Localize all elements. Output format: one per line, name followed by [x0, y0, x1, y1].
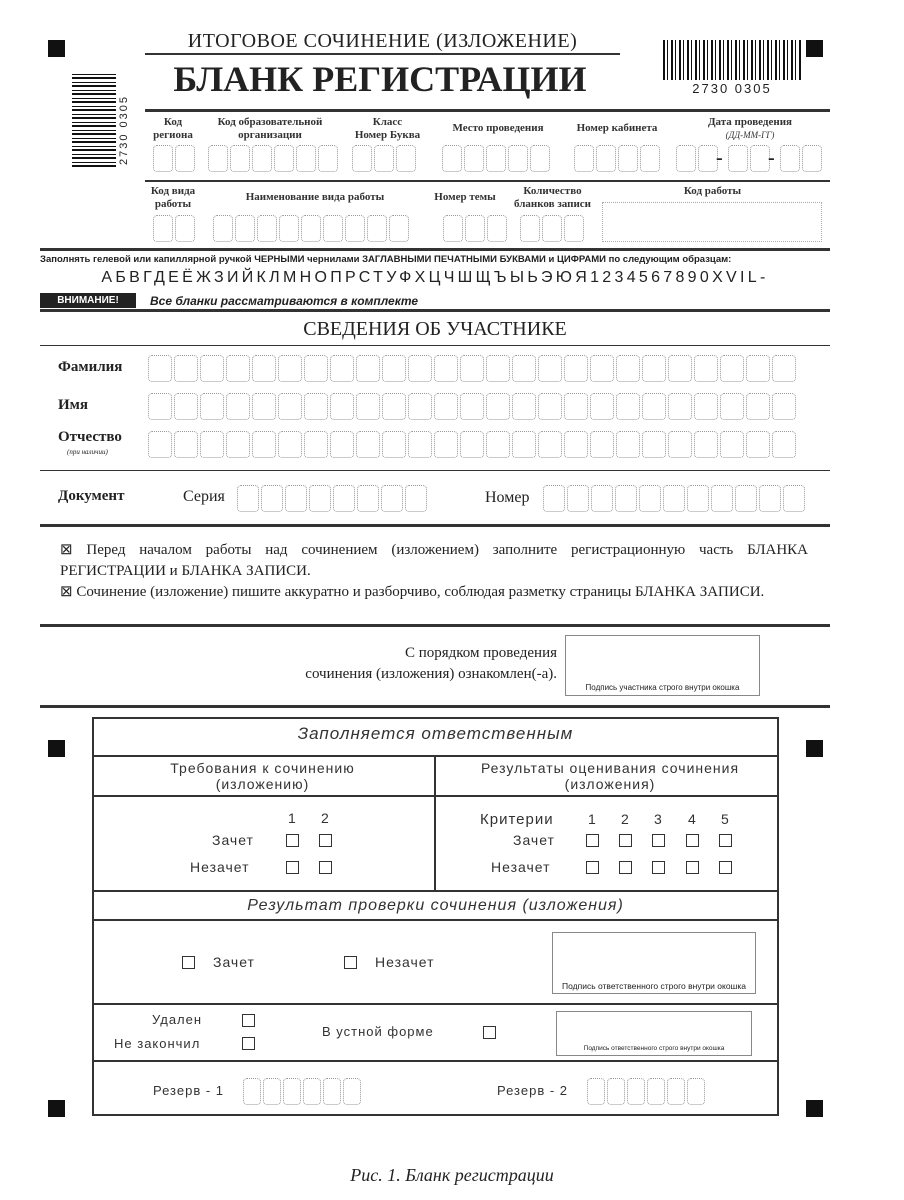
criterion-2-fail-checkbox[interactable]	[619, 861, 632, 874]
note-2: ⊠ Сочинение (изложение) пишите аккуратно и разборчиво, соблюдая разметку страницы БЛАНКА ЗАПИСИ.	[60, 584, 765, 600]
character-cell[interactable]	[616, 431, 640, 458]
character-cell[interactable]	[647, 1078, 665, 1105]
corner-marker	[806, 740, 823, 757]
divider	[145, 109, 830, 112]
divider	[92, 890, 779, 892]
corner-marker	[806, 1100, 823, 1117]
character-cell[interactable]	[486, 145, 506, 172]
character-cell[interactable]	[434, 355, 458, 382]
character-cell[interactable]	[174, 355, 198, 382]
corner-marker	[48, 1100, 65, 1117]
req-1-fail-checkbox[interactable]	[286, 861, 299, 874]
character-cell[interactable]	[252, 355, 276, 382]
result-fail-checkbox[interactable]	[344, 956, 357, 969]
character-cell[interactable]	[304, 393, 328, 420]
character-cell[interactable]	[464, 145, 484, 172]
responsible-signature-box[interactable]	[552, 932, 756, 994]
character-cell[interactable]	[405, 485, 427, 512]
character-cell[interactable]	[330, 393, 354, 420]
character-cell[interactable]	[508, 145, 528, 172]
label-venue: Место проведения	[452, 122, 544, 134]
character-cell[interactable]	[590, 393, 614, 420]
character-cell[interactable]	[512, 393, 536, 420]
character-cell[interactable]	[676, 145, 696, 172]
divider	[40, 705, 830, 708]
character-cell[interactable]	[279, 215, 299, 242]
date-separator: -	[768, 147, 775, 169]
eval-fail-label: Незачет	[491, 859, 551, 875]
divider	[92, 1060, 779, 1062]
character-cell[interactable]	[345, 215, 365, 242]
character-cell[interactable]	[148, 355, 172, 382]
vertical-barcode-number: 2730 0305	[118, 95, 130, 165]
character-cell[interactable]	[442, 145, 462, 172]
character-cell[interactable]	[356, 393, 380, 420]
work-code-box	[602, 202, 822, 242]
label-topic-number: Номер темы	[434, 191, 496, 203]
not-finished-checkbox[interactable]	[242, 1037, 255, 1050]
character-cell[interactable]	[735, 485, 757, 512]
class-input[interactable]	[352, 145, 416, 172]
character-cell[interactable]	[226, 431, 250, 458]
character-cell[interactable]	[590, 355, 614, 382]
character-cell[interactable]	[243, 1078, 261, 1105]
character-cell[interactable]	[642, 355, 666, 382]
character-cell[interactable]	[443, 215, 463, 242]
character-cell[interactable]	[174, 431, 198, 458]
character-cell[interactable]	[668, 393, 692, 420]
character-cell[interactable]	[590, 431, 614, 458]
character-cell[interactable]	[381, 485, 403, 512]
req-1-pass-checkbox[interactable]	[286, 834, 299, 847]
character-cell[interactable]	[772, 431, 796, 458]
date-separator: -	[716, 147, 723, 169]
character-cell[interactable]	[720, 355, 744, 382]
character-cell[interactable]	[175, 215, 195, 242]
label-work-code: Код работы	[683, 185, 742, 197]
character-cell[interactable]	[148, 393, 172, 420]
requirements-title: Требования к сочинению (изложению)	[170, 760, 355, 792]
label-date-format: (ДД-ММ-ГГ)	[725, 130, 775, 140]
character-cell[interactable]	[668, 355, 692, 382]
character-cell[interactable]	[564, 215, 584, 242]
character-cell[interactable]	[237, 485, 259, 512]
character-cell[interactable]	[408, 355, 432, 382]
character-cell[interactable]	[396, 145, 416, 172]
corner-marker	[806, 40, 823, 57]
divider	[40, 345, 830, 346]
responsible-signature-box-2[interactable]	[556, 1011, 752, 1056]
character-cell[interactable]	[543, 485, 565, 512]
character-cell[interactable]	[687, 1078, 705, 1105]
character-cell[interactable]	[538, 431, 562, 458]
label-date: Дата проведения	[707, 116, 792, 128]
character-cell[interactable]	[389, 215, 409, 242]
criterion-3-fail-checkbox[interactable]	[652, 861, 665, 874]
criterion-4: 4	[688, 811, 697, 827]
divider	[40, 470, 830, 471]
character-cell[interactable]	[352, 145, 372, 172]
character-cell[interactable]	[530, 145, 550, 172]
character-cell[interactable]	[564, 393, 588, 420]
character-cell[interactable]	[668, 431, 692, 458]
figure-caption: Рис. 1. Бланк регистрации	[350, 1165, 554, 1185]
sheet-count-input[interactable]	[520, 215, 584, 242]
character-cell[interactable]	[153, 215, 173, 242]
document-series-input[interactable]	[237, 485, 427, 512]
character-cell[interactable]	[330, 431, 354, 458]
not-finished-label: Не закончил	[114, 1036, 201, 1051]
character-cell[interactable]	[330, 355, 354, 382]
criterion-5-pass-checkbox[interactable]	[719, 834, 732, 847]
divider	[92, 795, 779, 797]
label-surname: Фамилия	[58, 359, 123, 375]
character-cell[interactable]	[278, 355, 302, 382]
character-cell[interactable]	[356, 431, 380, 458]
character-cell[interactable]	[367, 215, 387, 242]
criterion-2-pass-checkbox[interactable]	[619, 834, 632, 847]
character-cell[interactable]	[200, 431, 224, 458]
character-cell[interactable]	[746, 355, 770, 382]
criterion-3-pass-checkbox[interactable]	[652, 834, 665, 847]
participant-section-title: СВЕДЕНИЯ ОБ УЧАСТНИКЕ	[303, 318, 567, 340]
document-number-input[interactable]	[543, 485, 805, 512]
character-cell[interactable]	[591, 485, 613, 512]
character-cell[interactable]	[408, 431, 432, 458]
result-pass-checkbox[interactable]	[182, 956, 195, 969]
name-input[interactable]	[148, 393, 796, 420]
character-cell[interactable]	[333, 485, 355, 512]
criterion-1: 1	[588, 811, 597, 827]
character-cell[interactable]	[618, 145, 638, 172]
divider	[145, 53, 620, 55]
character-cell[interactable]	[720, 393, 744, 420]
req-pass-label: Зачет	[212, 832, 254, 848]
character-cell[interactable]	[257, 215, 277, 242]
oral-form-checkbox[interactable]	[483, 1026, 496, 1039]
venue-input[interactable]	[442, 145, 550, 172]
character-cell[interactable]	[772, 355, 796, 382]
character-cell[interactable]	[323, 1078, 341, 1105]
req-2-pass-checkbox[interactable]	[319, 834, 332, 847]
character-cell[interactable]	[174, 393, 198, 420]
divider	[434, 755, 436, 891]
character-cell[interactable]	[200, 393, 224, 420]
character-cell[interactable]	[278, 431, 302, 458]
character-cell[interactable]	[538, 393, 562, 420]
character-cell[interactable]	[226, 355, 250, 382]
character-cell[interactable]	[487, 215, 507, 242]
character-cell[interactable]	[434, 431, 458, 458]
character-cell[interactable]	[746, 393, 770, 420]
participant-signature-label: Подпись участника строго внутри окошка	[585, 683, 740, 692]
character-cell[interactable]	[278, 393, 302, 420]
criterion-4-fail-checkbox[interactable]	[686, 861, 699, 874]
participant-signature-box[interactable]	[565, 635, 760, 696]
character-cell[interactable]	[759, 485, 781, 512]
character-cell[interactable]	[148, 431, 172, 458]
date-day-input[interactable]	[676, 145, 718, 172]
divider	[40, 624, 830, 627]
character-cell[interactable]	[303, 1078, 321, 1105]
character-cell[interactable]	[486, 355, 510, 382]
criterion-1-pass-checkbox[interactable]	[586, 834, 599, 847]
character-cell[interactable]	[486, 431, 510, 458]
label-class-sub: Номер Буква	[354, 129, 421, 141]
character-cell[interactable]	[694, 393, 718, 420]
patronymic-input[interactable]	[148, 431, 796, 458]
evaluation-title: Результаты оценивания сочинения (изложения)	[480, 760, 740, 792]
character-cell[interactable]	[434, 393, 458, 420]
label-series: Серия	[183, 488, 225, 505]
barcode	[663, 40, 801, 80]
character-cell[interactable]	[564, 355, 588, 382]
character-cell[interactable]	[574, 145, 594, 172]
character-cell[interactable]	[750, 145, 770, 172]
character-cell[interactable]	[663, 485, 685, 512]
criterion-5: 5	[721, 811, 730, 827]
divider	[92, 1003, 779, 1005]
character-cell[interactable]	[520, 215, 540, 242]
character-cell[interactable]	[357, 485, 379, 512]
character-cell[interactable]	[564, 431, 588, 458]
character-cell[interactable]	[285, 485, 307, 512]
surname-input[interactable]	[148, 355, 796, 382]
removed-checkbox[interactable]	[242, 1014, 255, 1027]
region-code-input[interactable]	[153, 145, 195, 172]
character-cell[interactable]	[567, 485, 589, 512]
room-input[interactable]	[574, 145, 660, 172]
character-cell[interactable]	[252, 431, 276, 458]
character-cell[interactable]	[512, 355, 536, 382]
character-cell[interactable]	[465, 215, 485, 242]
label-work-type-code: Код вида работы	[150, 185, 196, 210]
criteria-label: Критерии	[480, 811, 554, 828]
barcode-number: 2730 0305	[692, 81, 772, 96]
req-fail-label: Незачет	[190, 859, 250, 875]
fill-instructions: Заполнять гелевой или капиллярной ручкой ЧЕРНЫМИ чернилами ЗАГЛАВНЫМИ ПЕЧАТНЫМИ БУКВАМИ и ЦИФРАМИ по следующим образцам:	[40, 254, 732, 265]
result-title: Результат проверки сочинения (изложения)	[247, 897, 624, 914]
divider	[40, 309, 830, 312]
character-cell[interactable]	[728, 145, 748, 172]
character-cell[interactable]	[252, 145, 272, 172]
character-cell[interactable]	[687, 485, 709, 512]
divider	[40, 248, 830, 251]
character-cell[interactable]	[538, 355, 562, 382]
character-cell[interactable]	[720, 431, 744, 458]
criterion-4-pass-checkbox[interactable]	[686, 834, 699, 847]
label-org-code: Код образовательной организации	[217, 116, 323, 141]
req-col-2: 2	[321, 810, 330, 826]
label-class: Класс	[372, 116, 403, 128]
character-cell[interactable]	[711, 485, 733, 512]
label-room: Номер кабинета	[576, 122, 658, 134]
character-cell[interactable]	[667, 1078, 685, 1105]
character-cell[interactable]	[200, 355, 224, 382]
character-cell[interactable]	[460, 355, 484, 382]
character-cell[interactable]	[802, 145, 822, 172]
reserve-1-label: Резерв - 1	[153, 1083, 225, 1098]
character-cell[interactable]	[318, 145, 338, 172]
character-cell[interactable]	[772, 393, 796, 420]
reserve-1-input[interactable]	[243, 1078, 361, 1105]
character-cell[interactable]	[616, 393, 640, 420]
criterion-2: 2	[621, 811, 630, 827]
character-cell[interactable]	[698, 145, 718, 172]
label-sheet-count: Количество бланков записи	[513, 185, 592, 210]
divider	[92, 919, 779, 921]
character-cell[interactable]	[356, 355, 380, 382]
label-name: Имя	[58, 397, 88, 413]
character-cell[interactable]	[587, 1078, 605, 1105]
character-cell[interactable]	[616, 355, 640, 382]
divider	[145, 180, 830, 182]
form-subtitle: ИТОГОВОЕ СОЧИНЕНИЕ (ИЗЛОЖЕНИЕ)	[187, 30, 578, 52]
character-cell[interactable]	[252, 393, 276, 420]
character-cell[interactable]	[301, 215, 321, 242]
character-cell[interactable]	[783, 485, 805, 512]
eval-pass-label: Зачет	[513, 832, 555, 848]
character-cell[interactable]	[230, 145, 250, 172]
patronymic-note: (при наличии)	[67, 448, 108, 456]
character-cell[interactable]	[542, 215, 562, 242]
attention-text: Все бланки рассматриваются в комплекте	[150, 294, 419, 308]
character-cell[interactable]	[694, 355, 718, 382]
character-cell[interactable]	[694, 431, 718, 458]
character-cell[interactable]	[642, 393, 666, 420]
character-cell[interactable]	[213, 215, 233, 242]
character-cell[interactable]	[323, 215, 343, 242]
character-cell[interactable]	[153, 145, 173, 172]
character-cell[interactable]	[639, 485, 661, 512]
acknowledge-line-1: С порядком проведения	[404, 645, 557, 661]
req-2-fail-checkbox[interactable]	[319, 861, 332, 874]
topic-number-input[interactable]	[443, 215, 507, 242]
character-cell[interactable]	[309, 485, 331, 512]
label-region-code: Код региона	[153, 116, 193, 141]
reserve-2-input[interactable]	[587, 1078, 705, 1105]
criterion-1-fail-checkbox[interactable]	[586, 861, 599, 874]
character-cell[interactable]	[460, 431, 484, 458]
responsible-signature-label: Подпись ответственного строго внутри окошка	[561, 981, 747, 991]
character-cell[interactable]	[460, 393, 484, 420]
character-cell[interactable]	[263, 1078, 281, 1105]
character-cell[interactable]	[382, 393, 406, 420]
vertical-barcode	[72, 72, 116, 167]
date-month-input[interactable]	[728, 145, 770, 172]
character-cell[interactable]	[304, 431, 328, 458]
acknowledge-line-2: сочинения (изложения) ознакомлен(-а).	[305, 666, 557, 682]
character-cell[interactable]	[486, 393, 510, 420]
character-cell[interactable]	[408, 393, 432, 420]
character-cell[interactable]	[382, 431, 406, 458]
character-cell[interactable]	[780, 145, 800, 172]
character-cell[interactable]	[261, 485, 283, 512]
criterion-3: 3	[654, 811, 663, 827]
character-cell[interactable]	[283, 1078, 301, 1105]
notes	[60, 540, 808, 603]
form-title: БЛАНК РЕГИСТРАЦИИ	[173, 59, 587, 99]
responsible-signature-label-2: Подпись ответственного строго внутри окошка	[583, 1045, 725, 1052]
character-cell[interactable]	[512, 431, 536, 458]
character-cell[interactable]	[607, 1078, 625, 1105]
result-fail-label: Незачет	[375, 954, 435, 970]
character-cell[interactable]	[627, 1078, 645, 1105]
criterion-5-fail-checkbox[interactable]	[719, 861, 732, 874]
responsible-title: Заполняется ответственным	[297, 724, 574, 743]
character-cell[interactable]	[640, 145, 660, 172]
character-cell[interactable]	[208, 145, 228, 172]
work-type-name-input[interactable]	[213, 215, 409, 242]
character-cell[interactable]	[374, 145, 394, 172]
label-number: Номер	[485, 489, 530, 506]
note-1: ⊠ Перед началом работы над сочинением (изложением) заполните регистрационную часть БЛАНКА РЕГИСТРАЦИИ и БЛАНКА ЗАПИСИ.	[60, 542, 808, 579]
character-cell[interactable]	[746, 431, 770, 458]
label-document: Документ	[58, 488, 125, 504]
result-pass-label: Зачет	[213, 954, 255, 970]
attention-badge: ВНИМАНИЕ!	[40, 293, 136, 308]
req-col-1: 1	[288, 810, 297, 826]
character-cell[interactable]	[235, 215, 255, 242]
character-cell[interactable]	[382, 355, 406, 382]
corner-marker	[48, 740, 65, 757]
character-cell[interactable]	[274, 145, 294, 172]
character-cell[interactable]	[175, 145, 195, 172]
oral-form-label: В устной форме	[322, 1024, 434, 1039]
removed-label: Удален	[152, 1012, 203, 1027]
reserve-2-label: Резерв - 2	[497, 1083, 569, 1098]
sample-characters: АБВГДЕЁЖЗИЙКЛМНОПРСТУФХЦЧШЩЪЫЬЭЮЯ1234567890XVIL-	[101, 269, 769, 286]
character-cell[interactable]	[642, 431, 666, 458]
date-year-input[interactable]	[780, 145, 822, 172]
character-cell[interactable]	[343, 1078, 361, 1105]
character-cell[interactable]	[304, 355, 328, 382]
label-work-type-name: Наименование вида работы	[245, 191, 385, 203]
character-cell[interactable]	[615, 485, 637, 512]
work-type-code-input[interactable]	[153, 215, 195, 242]
org-code-input[interactable]	[208, 145, 338, 172]
character-cell[interactable]	[596, 145, 616, 172]
character-cell[interactable]	[296, 145, 316, 172]
corner-marker	[48, 40, 65, 57]
divider	[40, 524, 830, 527]
character-cell[interactable]	[226, 393, 250, 420]
label-patronymic: Отчество	[58, 429, 122, 445]
